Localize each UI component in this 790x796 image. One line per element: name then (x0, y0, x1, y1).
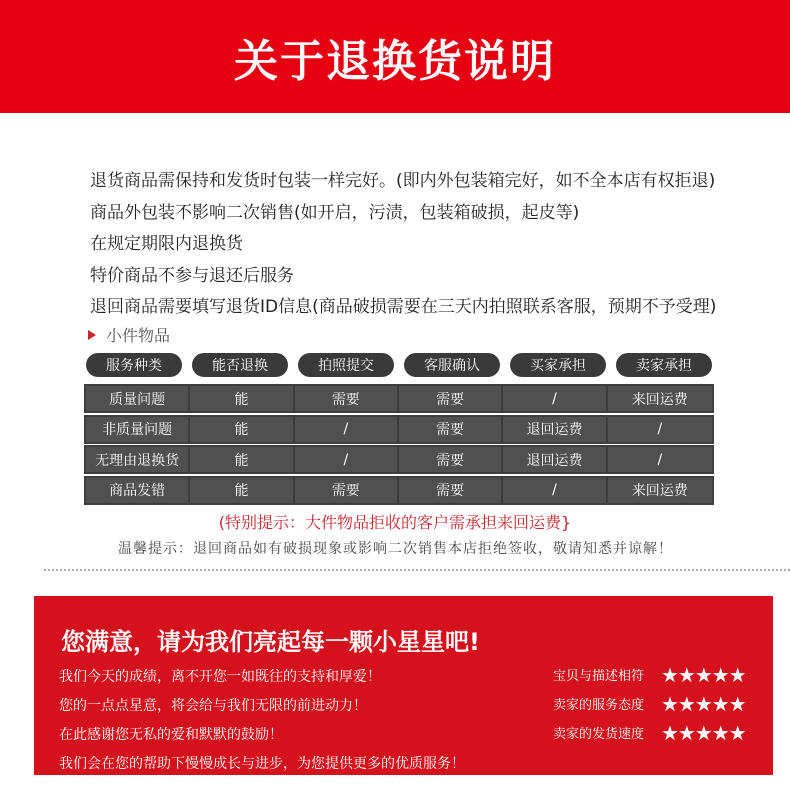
table-header-cell: 卖家承担 (616, 353, 712, 377)
return-policy-notes (90, 166, 770, 324)
table-header-cell: 服务种类 (86, 353, 182, 377)
section-title-text: 小件物品 (106, 326, 171, 345)
rating-label: 卖家的发货速度 (553, 727, 645, 742)
table-cell: 来回运费 (608, 386, 712, 411)
table-cell: 质量问题 (86, 386, 190, 411)
table-header-cell: 能否退换 (192, 353, 288, 377)
thanks-line: 您的一点点星意，将会给与我们无限的前进动力！ (59, 698, 367, 714)
table-header-cell: 客服确认 (404, 353, 500, 377)
triangle-bullet-icon (88, 330, 96, 340)
section-heading (88, 323, 170, 346)
table-cell: / (608, 447, 712, 472)
table-header-cell: 买家承担 (510, 353, 606, 377)
table-cell: 需要 (399, 447, 503, 472)
rating-row (553, 689, 746, 718)
rating-label: 卖家的服务态度 (553, 698, 645, 713)
rating-row (553, 718, 746, 747)
table-row (84, 384, 714, 413)
table-cell: 需要 (399, 478, 503, 503)
note-line: 退货商品需保持和发货时包装一样完好。(即内外包装箱完好，如不全本店有权拒退) (90, 171, 716, 191)
table-cell: / (503, 386, 607, 411)
table-cell: / (295, 417, 399, 442)
table-cell: / (503, 478, 607, 503)
return-service-table (84, 353, 714, 506)
table-cell: 能 (190, 417, 294, 442)
star-icon: ★★★★★ (661, 691, 746, 716)
rating-row (553, 660, 746, 689)
table-cell: / (608, 417, 712, 442)
special-warning: (特别提示：大件物品拒收的客户需承担来回运费} (218, 513, 572, 532)
thanks-lines (59, 663, 465, 779)
table-row (84, 476, 714, 505)
table-cell: 无理由退换货 (86, 447, 190, 472)
thanks-line: 我们会在您的帮助下慢慢成长与进步，为您提供更多的优质服务！ (59, 756, 465, 772)
rating-request-banner (34, 596, 773, 775)
table-cell: 退回运费 (503, 417, 607, 442)
star-icon: ★★★★★ (661, 720, 746, 745)
table-cell: 需要 (399, 386, 503, 411)
table-cell: 需要 (399, 417, 503, 442)
table-row (84, 415, 714, 444)
note-line: 在规定期限内退换货 (90, 234, 243, 254)
header-banner (0, 0, 790, 113)
footer-title: 您满意，请为我们亮起每一颗小星星吧! (61, 628, 480, 656)
table-cell: 需要 (295, 386, 399, 411)
note-line: 退回商品需要填写退货ID信息(商品破损需要在三天内拍照联系客服，预期不予受理) (90, 297, 717, 317)
table-cell: 退回运费 (503, 447, 607, 472)
table-cell: 能 (190, 386, 294, 411)
table-cell: 非质量问题 (86, 417, 190, 442)
page-title: 关于退换货说明 (234, 35, 556, 87)
table-header (84, 353, 714, 379)
table-cell: 能 (190, 478, 294, 503)
thanks-line: 我们今天的成绩，离不开您一如既往的支持和厚爱！ (59, 669, 381, 685)
rating-label: 宝贝与描述相符 (553, 669, 645, 684)
rating-list (553, 660, 746, 747)
dotted-divider (44, 569, 790, 571)
note-line: 特价商品不参与退还后服务 (90, 265, 294, 286)
table-row (84, 445, 714, 474)
table-cell: 能 (190, 447, 294, 472)
table-cell: / (295, 447, 399, 472)
kind-tip: 温馨提示：退回商品如有破损现象或影响二次销售本店拒绝签收，敬请知悉并谅解！ (118, 541, 673, 557)
table-header-cell: 拍照提交 (298, 353, 394, 377)
thanks-line: 在此感谢您无私的爱和默默的鼓励！ (59, 727, 283, 743)
table-cell: 来回运费 (608, 478, 712, 503)
table-cell: 需要 (295, 478, 399, 503)
note-line: 商品外包装不影响二次销售(如开启，污渍，包装箱破损，起皮等) (90, 202, 580, 223)
table-cell: 商品发错 (86, 478, 190, 503)
star-icon: ★★★★★ (661, 662, 746, 687)
